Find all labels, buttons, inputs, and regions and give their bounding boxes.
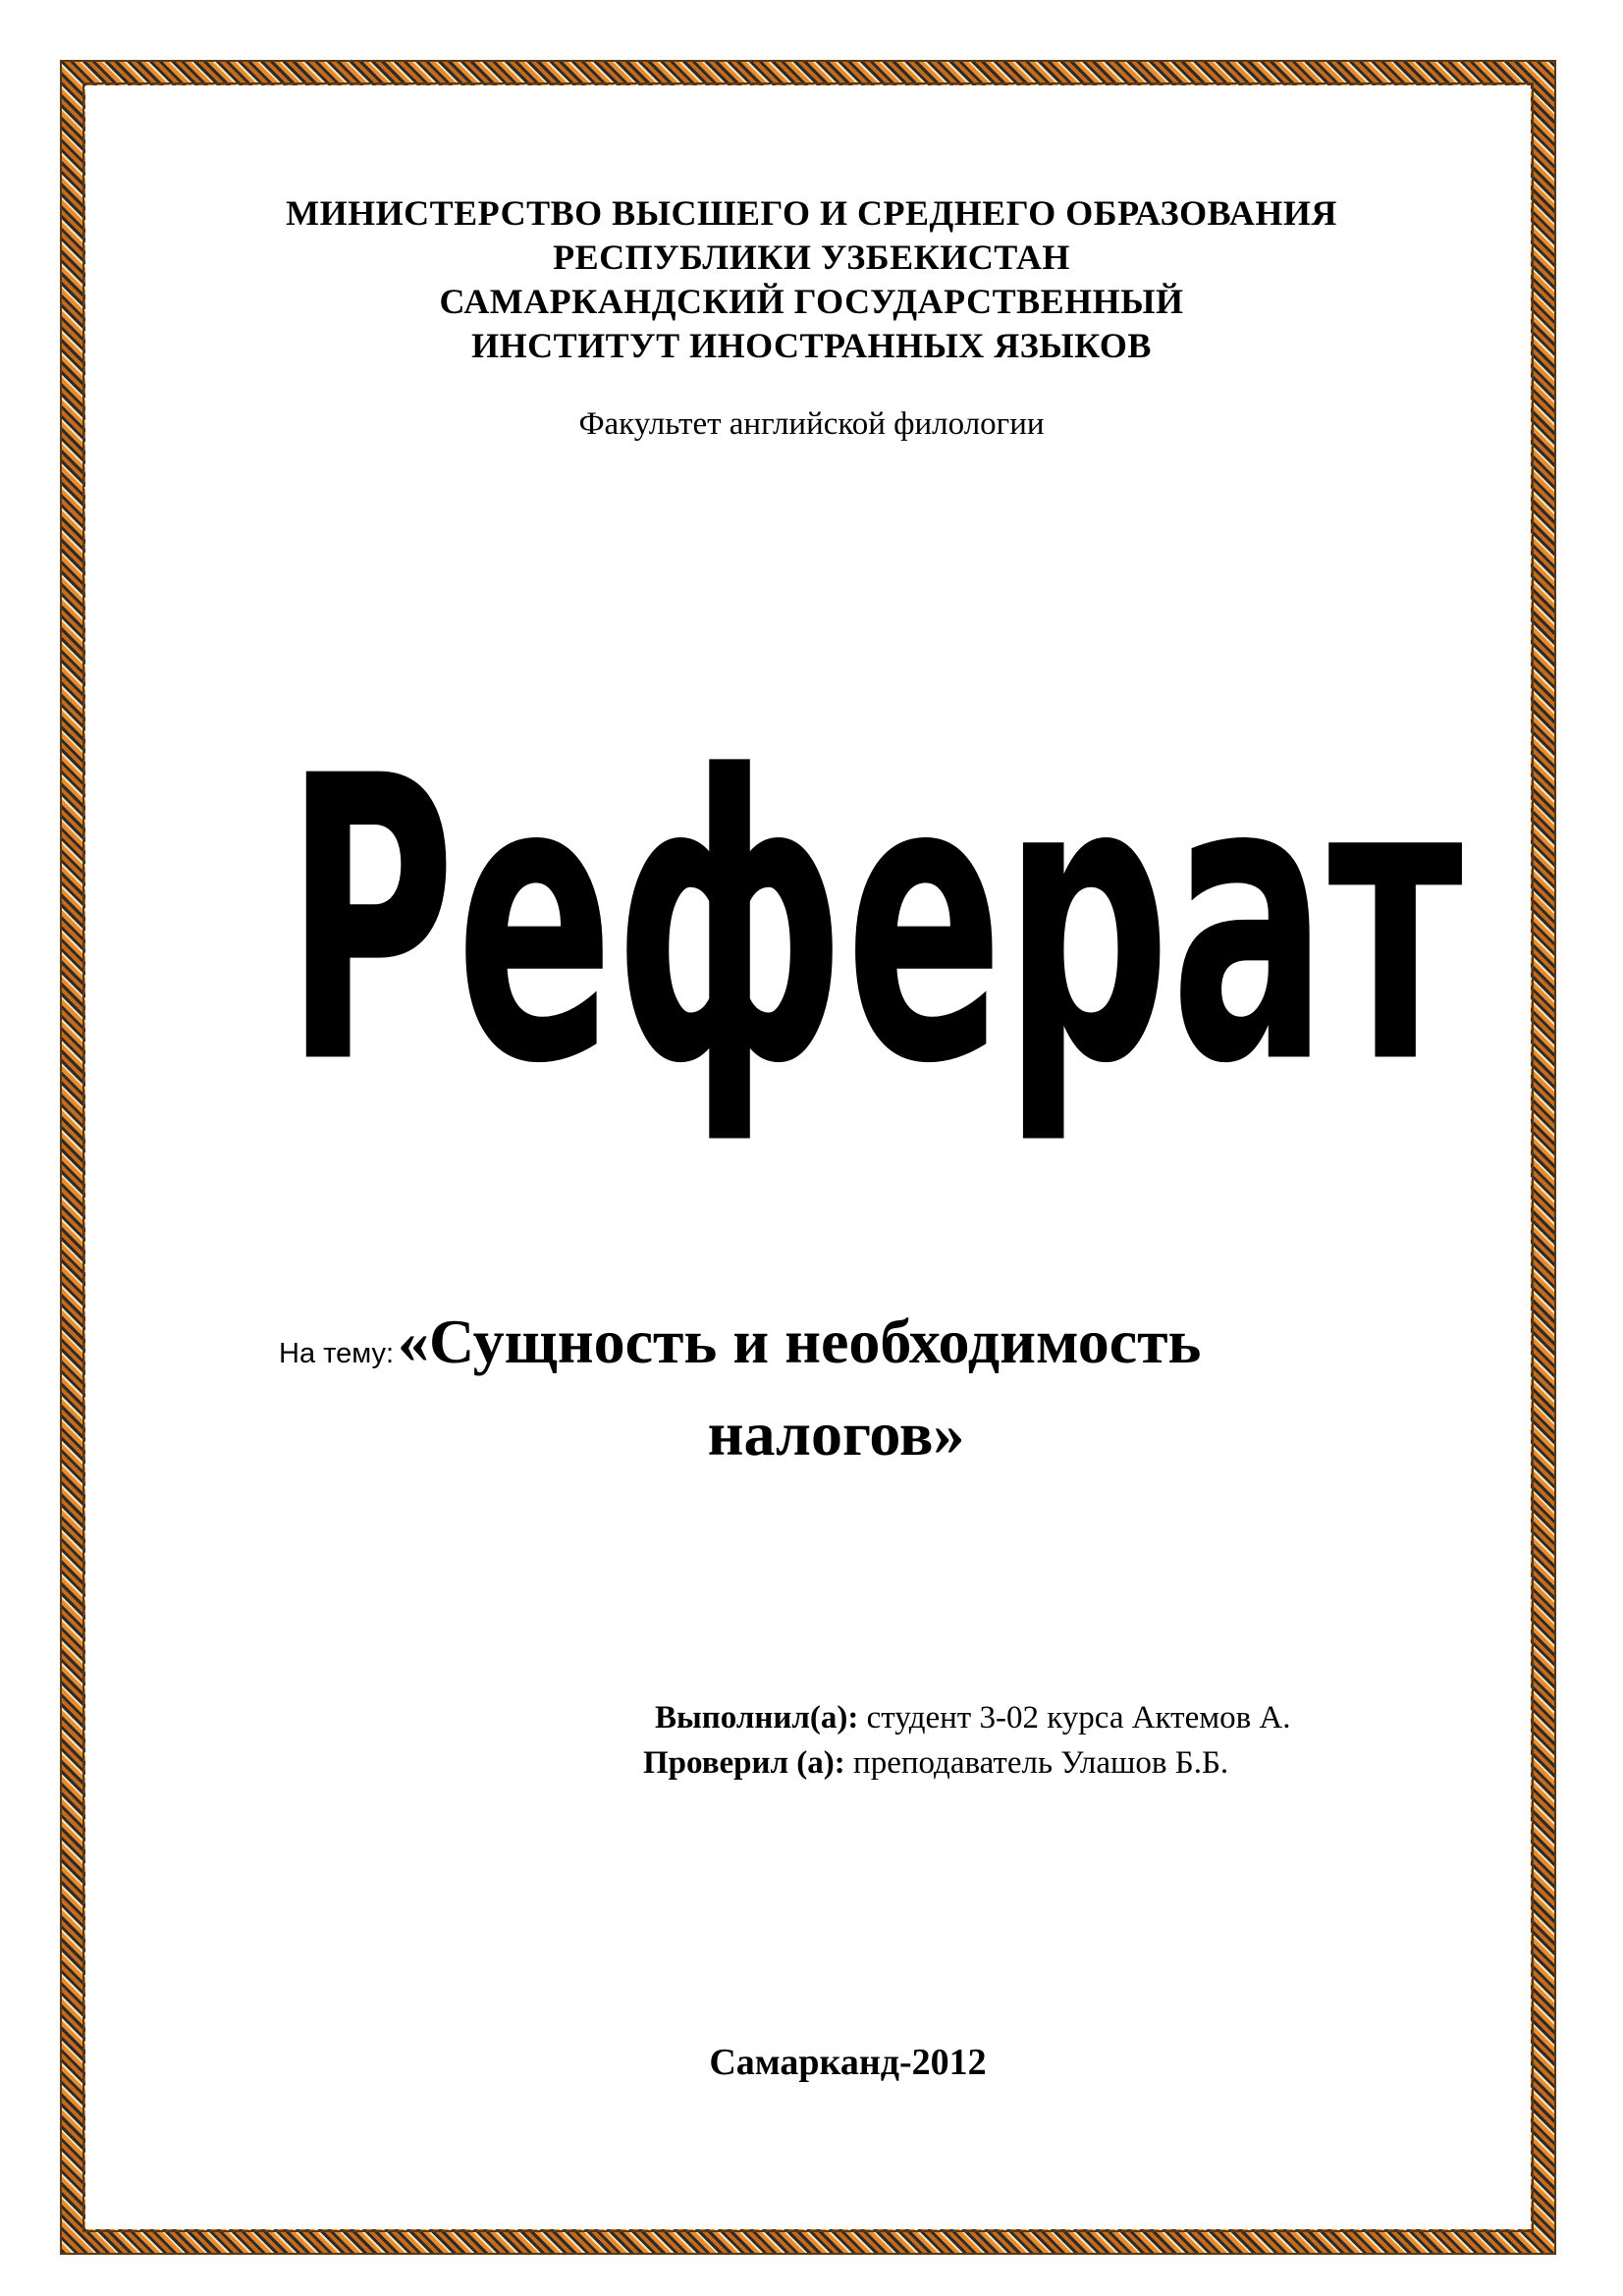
performed-by-value: студент 3-02 курса Актемов А. [866,1700,1291,1735]
header-line-4: ИНСТИТУТ ИНОСТРАННЫХ ЯЗЫКОВ [471,326,1152,365]
checked-by-label: Проверил (а): [643,1745,845,1781]
header-line-3: САМАРКАНДСКИЙ ГОСУДАРСТВЕННЫЙ [439,282,1184,321]
wordart-title [265,756,1483,1168]
performed-by-label: Выполнил(а): [655,1700,859,1735]
topic-title-part-1: «Сущность и необходимость [398,1307,1202,1376]
checked-by-value: преподаватель Улашов Б.Б. [853,1745,1229,1781]
credits-block [643,1695,1527,1786]
faculty-name: Факультет английской филологии [578,406,1045,442]
topic-prefix: На тему: [279,1338,395,1369]
ministry-header [0,191,1623,368]
wordart-title-svg [265,756,1483,1168]
topic-title-part-2: налогов» [707,1399,965,1468]
header-line-1: МИНИСТЕРСТВО ВЫСШЕГО И СРЕДНЕГО ОБРАЗОВАНИЯ [286,193,1337,233]
header-line-2: РЕСПУБЛИКИ УЗБЕКИСТАН [553,238,1070,277]
checked-by-row [643,1740,1527,1786]
performed-by-row [643,1695,1527,1740]
wordart-title-text: Реферат [285,756,1463,1149]
topic-line-1 [279,1304,1457,1380]
city-year: Самарканд-2012 [709,2042,987,2083]
